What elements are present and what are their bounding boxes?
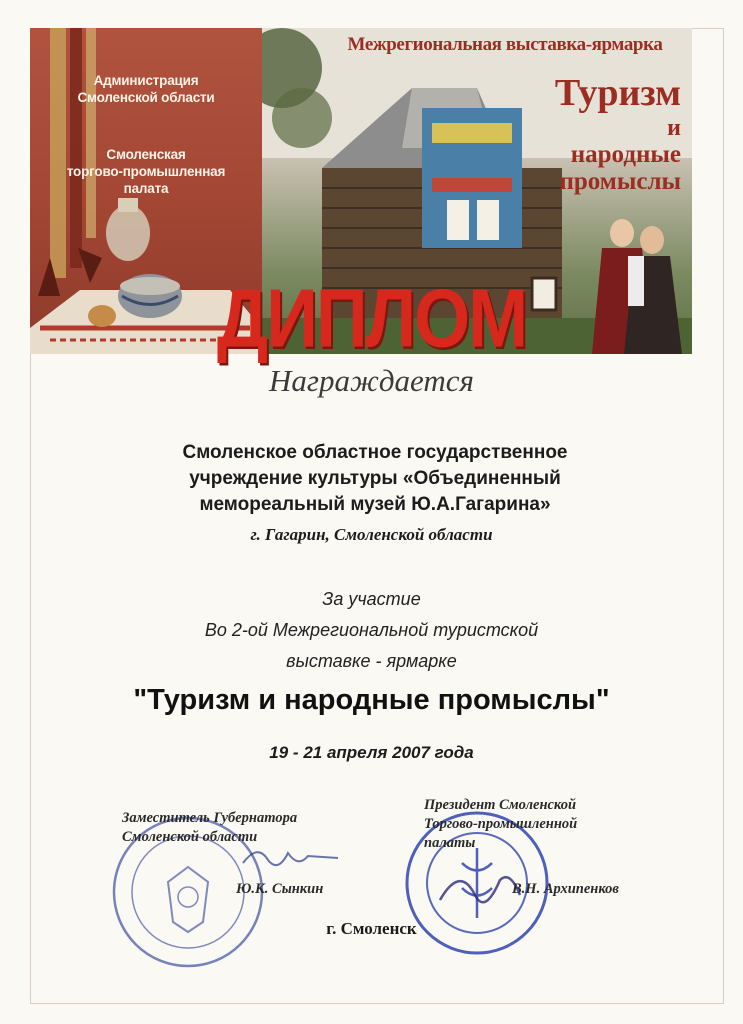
expo-title: Межрегиональная выставка-ярмарка [347, 34, 663, 55]
expo-name-line: и [667, 115, 681, 141]
org-administration [30, 72, 262, 106]
issue-place: г. Смоленск [326, 919, 417, 938]
signer-title-line: Президент Смоленской [424, 797, 577, 813]
expo-name [555, 74, 681, 194]
org-line: Смоленской области [77, 90, 215, 105]
expo-name-line: Туризм [554, 72, 681, 114]
event-dates: 19 - 21 апреля 2007 года [269, 743, 474, 762]
recipient-name [120, 440, 630, 518]
org-line: Смоленская [106, 147, 186, 162]
awarded-label: Награждается [269, 363, 474, 398]
reason-line: Во 2-ой Межрегиональной туристской [204, 620, 539, 640]
reason-line: За участие [322, 589, 421, 609]
recipient-line: учреждение культуры «Объединенный [189, 468, 561, 489]
signer-title-line: Заместитель Губернатора [122, 810, 298, 826]
right-signer-title [424, 796, 577, 853]
reason-line: выставке - ярмарке [286, 651, 457, 671]
left-signer-title [122, 809, 297, 847]
org-chamber [30, 146, 262, 197]
event-title: "Туризм и народные промыслы" [133, 684, 610, 716]
signer-title-line: Смоленской области [122, 829, 258, 845]
diploma-heading: ДИПЛОМ [216, 273, 527, 365]
recipient-city: г. Гагарин, Смоленской области [250, 525, 493, 544]
signer-title-line: Торгово-промышленной [424, 816, 578, 832]
signer-title-line: палаты [424, 835, 476, 851]
expo-name-line: промыслы [559, 168, 681, 195]
recipient-line: мемореальный музей Ю.А.Гагарина» [199, 494, 551, 515]
left-signer-name: Ю.К. Сынкин [236, 881, 324, 897]
org-line: Администрация [93, 73, 199, 88]
org-line: палата [123, 181, 169, 196]
recipient-line: Смоленское областное государственное [182, 442, 568, 463]
org-line: торгово-промышленная [66, 164, 226, 179]
expo-name-line: народные [570, 141, 681, 168]
right-signer-name: В.Н. Архипенков [512, 881, 619, 897]
